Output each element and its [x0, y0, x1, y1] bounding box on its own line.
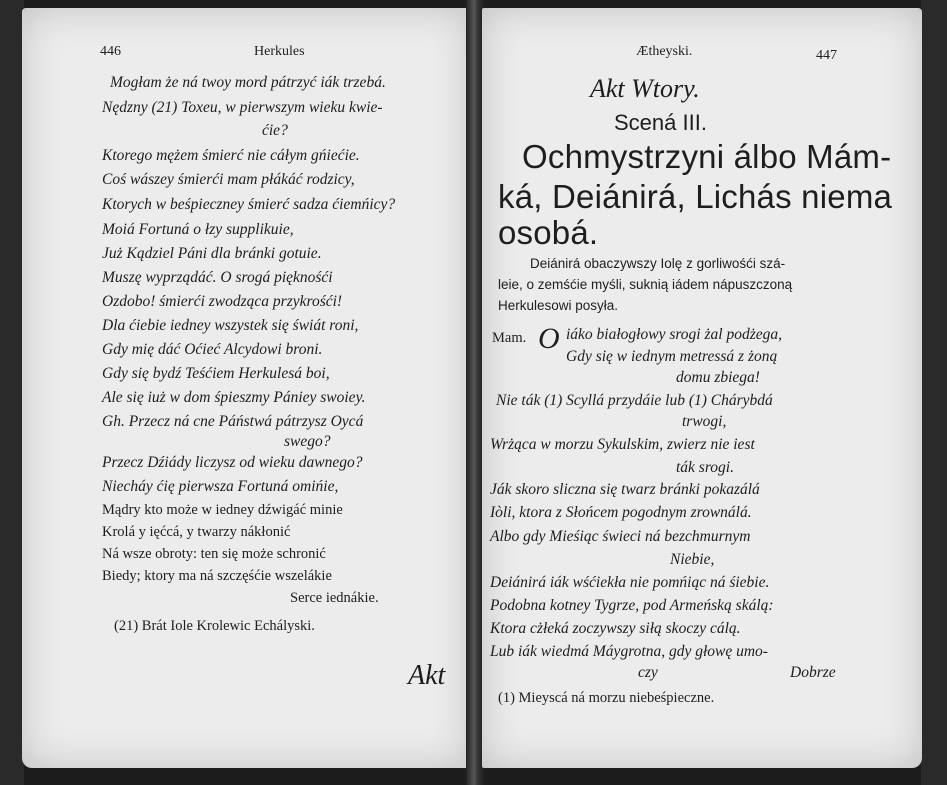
text-line: Gdy się bydź Teśćiem Herkulesá boi, [102, 365, 330, 382]
text-line: Serce iednákie. [290, 590, 379, 606]
footnote: (1) Mieyscá ná morzu niebeśpieczne. [498, 690, 715, 706]
text-line: Dla ćiebie iedney wszystek się świát roni, [102, 317, 359, 334]
text-line: Coś wászey śmierći mam płákáć rodzicy, [102, 171, 355, 188]
text-line: Przecz Dźiády liczysz od wieku dawnego? [102, 454, 363, 471]
speaker-label: Mam. [492, 330, 527, 346]
text-line: Gdy mię dáć Oćieć Alcydowi broni. [102, 341, 323, 358]
verse-line: Lub iák wiedmá Máygrotna, gdy głowę umo- [490, 643, 768, 660]
right-page-number: 447 [816, 48, 837, 63]
footnote: (21) Brát Iole Krolewic Echályski. [114, 618, 315, 634]
act-title: Akt Wtory. [590, 74, 700, 103]
text-line: Biedy; ktory ma ná szczęśćie wszelákie [102, 568, 332, 584]
text-line: Ozdobo! śmierći zwodząca przykrośći! [102, 293, 343, 310]
verse-line: Albo gdy Mieśiąc świeci ná bezchmurnym [490, 528, 751, 545]
right-running-head: Ætheyski. [636, 44, 693, 59]
text-line: Mądry kto może w iedney dźwigáć minie [102, 502, 343, 518]
scene-title: Scená III. [614, 110, 707, 135]
verse-line: Podobna kotney Tygrze, pod Armeńską skálą: [490, 597, 774, 614]
text-line: ćie? [262, 122, 288, 139]
verse-line: trwogi, [682, 413, 727, 430]
text-line: Gh. Przecz ná cne Páństwá pátrzysz Oycá [102, 413, 364, 430]
text-line: Ktorego mężem śmierć nie cáłym gńiećie. [102, 147, 360, 164]
verse-line: Iòli, ktora z Słońcem pogodnym zrownálá. [490, 504, 752, 521]
text-line: swego? [284, 433, 331, 450]
text-line: Muszę wyprządáć. O srogá pięknośći [102, 269, 333, 286]
text-line: Moiá Fortuná o łzy supplikuie, [102, 221, 294, 238]
left-page [22, 8, 470, 768]
catchword: Dobrze [790, 664, 836, 681]
verse-line: Ják skoro sliczna się twarz bránki pokazálá [490, 481, 760, 498]
book-edge-left [0, 0, 24, 785]
argument-line: Herkulesowi posyła. [498, 298, 619, 313]
text-line: Już Kądziel Páni dla bránki gotuie. [102, 245, 322, 262]
left-page-number: 446 [100, 44, 121, 59]
verse-line: Ktora cżłeká zoczywszy siłą skoczy cálą. [490, 620, 741, 637]
text-line: Nędzny (21) Toxeu, w pierwszym wieku kwie- [102, 99, 383, 116]
text-line: Ktorych w beśpieczney śmierć sadza ćiemńicy? [102, 196, 396, 213]
argument-line: Deiánirá obaczywszy Iolę z gorliwośći szá- [530, 256, 786, 271]
verse-line: Gdy się w iednym metressá z żoną [566, 348, 778, 365]
verse-line: domu zbiega! [676, 369, 760, 386]
catchword: Akt [408, 660, 446, 691]
left-running-head: Herkules [254, 44, 305, 59]
text-line: Ale się iuż w dom śpieszmy Pániey swoiey. [102, 389, 366, 406]
verse-line: Niebie, [670, 551, 715, 568]
verse-line: ták srogi. [676, 459, 734, 476]
text-line: Niecháy ćię pierwsza Fortuná omińie, [102, 478, 339, 495]
text-line: Krolá y ięćcá, y twarzy nákłonić [102, 524, 291, 540]
verse-line: Deiánirá iák wśćiekła nie pomńiąc ná śiebie. [490, 574, 770, 591]
drop-cap: O [538, 322, 560, 355]
verse-line: iáko białogłowy srogi żal podżega, [566, 326, 782, 343]
characters-line: ká, Deiánirá, Lichás niema [498, 178, 893, 215]
argument-line: leie, o zemśćie myśli, suknią iádem nápuszczoną [498, 277, 793, 292]
book-edge-right [921, 0, 947, 785]
verse-line: czy [638, 664, 658, 681]
right-page [482, 8, 922, 768]
characters-line: osobá. [498, 214, 599, 251]
verse-line: Nie ták (1) Scyllá przydáie lub (1) Chárybdá [496, 392, 773, 409]
verse-line: Wrżąca w morzu Sykulskim, zwierz nie iest [490, 436, 755, 453]
text-line: Ná wsze obroty: ten się może schronić [102, 546, 326, 562]
text-line: Mogłam że ná twoy mord pátrzyć iák trzebá. [110, 74, 386, 91]
characters-line: Ochmystrzyni álbo Mám- [522, 138, 892, 175]
